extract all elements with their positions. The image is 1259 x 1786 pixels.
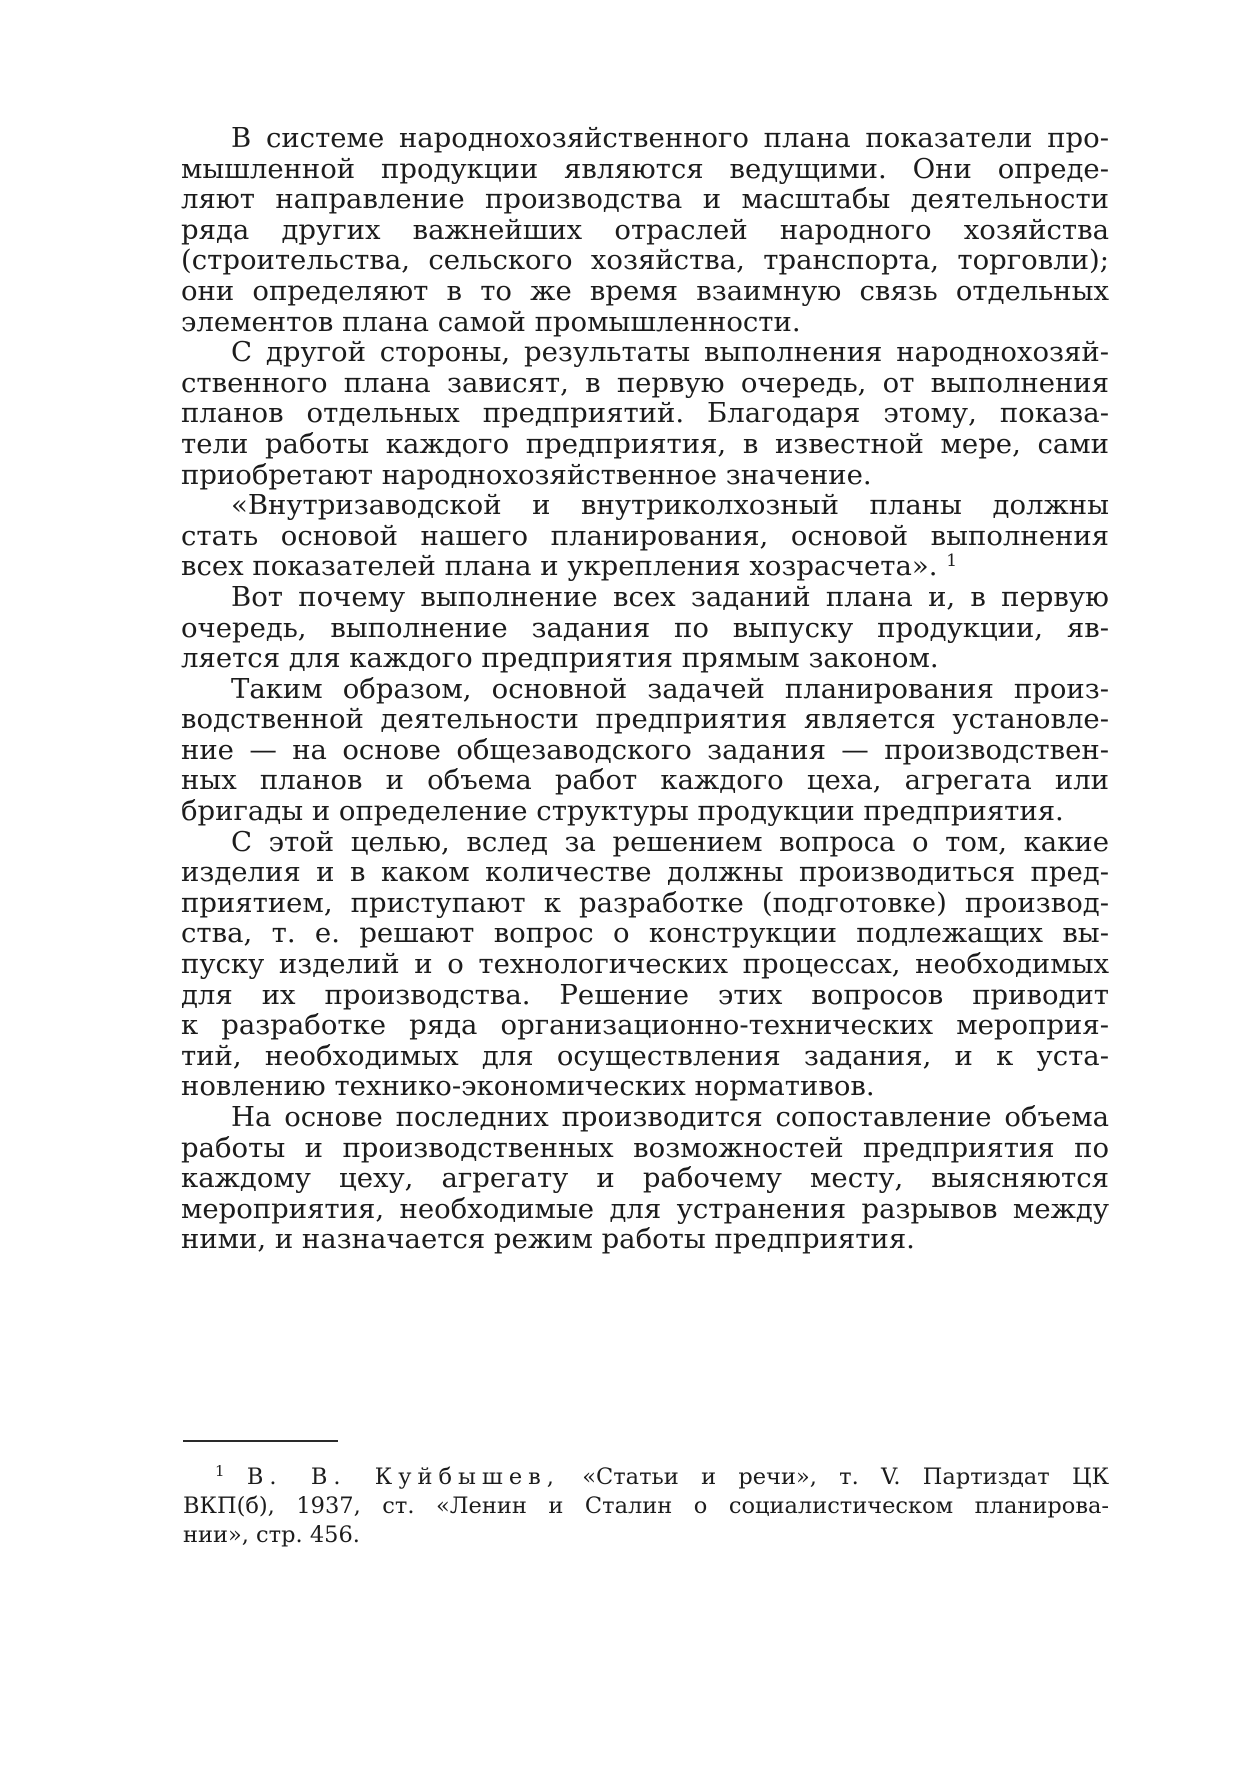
text-line: ние — на основе общезаводского задания — производствен-	[181, 734, 1109, 766]
text-line: для их производства. Решение этих вопросов приводит	[181, 979, 1109, 1011]
text-line: они определяют в то же время взаимную связь отдельных	[181, 275, 1109, 307]
text-line	[181, 551, 1109, 582]
text-line: очередь, выполнение задания по выпуску продукции, яв-	[181, 612, 1109, 644]
text-line: В системе народнохозяйственного плана показатели про-	[231, 123, 1109, 154]
text-line: работы и производственных возможностей предприятия по	[181, 1132, 1109, 1164]
paragraph-6	[181, 827, 1109, 1102]
paragraph-5	[181, 674, 1109, 827]
text-line: водственной деятельности предприятия является установле-	[181, 704, 1109, 735]
text-line: новлению технико-экономических нормативов.	[181, 1071, 875, 1102]
paragraph-2	[181, 337, 1109, 490]
paragraph-4	[181, 582, 1109, 674]
footnote-line	[183, 1463, 1109, 1492]
footnote-author: В. В. Куйбышев,	[246, 1464, 560, 1490]
text-line: мероприятия, необходимые для устранения разрывов между	[181, 1193, 1109, 1225]
text-line: тий, необходимых для осуществления задания, и к уста-	[181, 1040, 1109, 1072]
text-line: приятием, приступают к разработке (подготовке) производ-	[181, 887, 1109, 919]
text-line: элементов плана самой промышленности.	[181, 306, 801, 338]
paragraph-3-quote	[181, 490, 1109, 582]
footnote-reference: 1	[946, 551, 958, 572]
footnote-number: 1	[215, 1463, 225, 1480]
text-line: пуску изделий и о технологических процессах, необходимых	[181, 949, 1109, 980]
text-line: «Внутризаводской и внутриколхозный планы должны	[231, 490, 1109, 521]
quote-end-text: всех показателей плана и укрепления хозрасчета».	[181, 551, 938, 582]
footnote-divider	[183, 1440, 338, 1442]
text-line: С этой целью, вслед за решением вопроса о том, какие	[231, 826, 1109, 858]
text-line: ственного плана зависят, в первую очередь, от выполнения	[181, 367, 1109, 399]
text-line: ства, т. е. решают вопрос о конструкции подлежащих вы-	[181, 918, 1109, 950]
text-line: Таким образом, основной задачей планирования произ-	[231, 673, 1109, 705]
footnote-line: ВКП(б), 1937, ст. «Ленин и Сталин о социалистическом планирова-	[183, 1493, 1109, 1519]
text-line: каждому цеху, агрегату и рабочему месту, выясняются	[181, 1163, 1109, 1194]
text-line: С другой стороны, результаты выполнения народнохозяй-	[231, 337, 1109, 368]
text-line: приобретают народнохозяйственное значение.	[181, 459, 872, 491]
paragraph-7	[181, 1102, 1109, 1255]
text-line: стать основой нашего планирования, основой выполнения	[181, 520, 1109, 552]
body-text	[181, 123, 1109, 1255]
text-line: (строительства, сельского хозяйства, транспорта, торговли);	[181, 245, 1109, 276]
text-line: мышленной продукции являются ведущими. Они опреде-	[181, 153, 1109, 185]
text-line: ляется для каждого предприятия прямым законом.	[181, 643, 939, 674]
footnote-source: «Статьи и речи», т. V. Партиздат ЦК	[582, 1464, 1109, 1490]
text-line: изделия и в каком количестве должны производиться пред-	[181, 857, 1109, 888]
paragraph-1	[181, 123, 1109, 337]
footnote	[183, 1463, 1109, 1550]
text-line: ряда других важнейших отраслей народного хозяйства	[181, 214, 1109, 246]
text-line: планов отдельных предприятий. Благодаря этому, показа-	[181, 398, 1109, 429]
text-line: Вот почему выполнение всех заданий плана и, в первую	[231, 581, 1109, 613]
text-line: На основе последних производится сопоставление объема	[231, 1102, 1109, 1133]
text-line: тели работы каждого предприятия, в известной мере, сами	[181, 428, 1109, 460]
footnote-line: нии», стр. 456.	[183, 1522, 360, 1548]
text-line: к разработке ряда организационно-технических мероприя-	[181, 1010, 1109, 1041]
text-line: ними, и назначается режим работы предприятия.	[181, 1224, 915, 1255]
text-line: ляют направление производства и масштабы деятельности	[181, 184, 1109, 215]
text-line: ных планов и объема работ каждого цеха, агрегата или	[181, 765, 1109, 797]
text-line: бригады и определение структуры продукции предприятия.	[181, 796, 1064, 827]
